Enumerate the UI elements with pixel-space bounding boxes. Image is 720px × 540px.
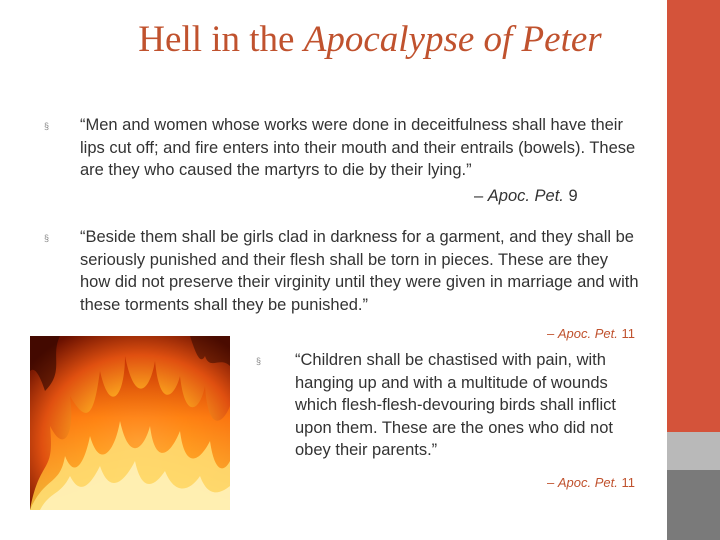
flames-illustration — [30, 336, 230, 510]
quote-2-text: “Beside them shall be girls clad in darkness for a garment, and they shall be seriously punished and their flesh shall be torn in pieces. These are they how did not preserve their virginity until they were given in marriage and with these torments shall they be punished.” — [80, 228, 639, 314]
citation-ref: 11 — [617, 475, 635, 490]
side-accent-band — [667, 0, 720, 540]
quote-1-citation — [474, 187, 578, 206]
citation-ref: 9 — [563, 187, 578, 205]
quote-1-text: “Men and women whose works were done in deceitfulness shall have their lips cut off; and fire enters into their mouth and their entrails (bowels). These are they who caused the martyrs to die by their lying.” — [80, 116, 636, 179]
accent-band-dark-gray — [667, 470, 720, 540]
fire-flames-image — [30, 336, 230, 510]
citation-dash: – — [474, 187, 488, 205]
accent-band-orange — [667, 0, 720, 432]
title-plain: Hell in the — [138, 19, 304, 60]
bullet-icon: § — [44, 233, 50, 243]
title-italic: Apocalypse of Peter — [303, 19, 602, 60]
bullet-icon: § — [256, 356, 262, 366]
accent-band-light-gray — [667, 432, 720, 470]
citation-dash: – — [547, 326, 558, 341]
citation-work: Apoc. Pet. — [557, 475, 618, 490]
quote-3-text: “Children shall be chastised with pain, with hanging up and with a multitude of wounds which flesh-flesh-devouring birds shall inflict upon them. These are the ones who did not obey their parents.” — [295, 351, 616, 459]
bullet-icon: § — [44, 121, 50, 131]
slide-title — [0, 18, 720, 61]
quote-3-citation — [547, 475, 635, 490]
citation-ref: 11 — [617, 326, 635, 341]
citation-work: Apoc. Pet. — [487, 187, 564, 205]
citation-work: Apoc. Pet. — [557, 326, 618, 341]
citation-dash: – — [547, 475, 558, 490]
quote-2-citation — [547, 326, 635, 341]
